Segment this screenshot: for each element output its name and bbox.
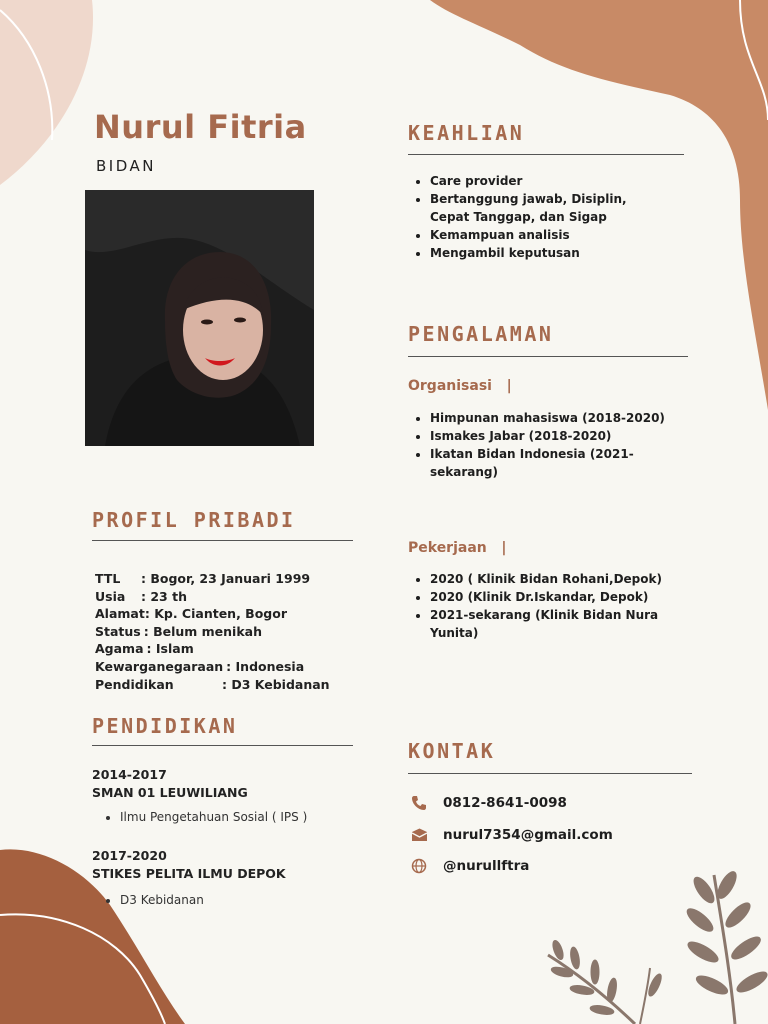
- education-entry: [92, 847, 286, 883]
- organization-list: [416, 409, 680, 481]
- section-title-profil: PROFIL PRIBADI: [92, 508, 296, 532]
- list-item: • 2021-sekarang (Klinik Bidan Nura Yunita): [430, 606, 680, 642]
- education-school: STIKES PELITA ILMU DEPOK: [92, 866, 286, 881]
- education-detail: [106, 891, 204, 909]
- divider: [92, 745, 353, 746]
- list-item: • Ikatan Bidan Indonesia (2021-sekarang): [430, 445, 680, 481]
- list-item: • Ilmu Pengetahuan Sosial ( IPS ): [120, 808, 307, 826]
- education-school: SMAN 01 LEUWILIANG: [92, 785, 248, 800]
- divider: [408, 356, 688, 357]
- subheading-pekerjaan: Pekerjaan |: [408, 540, 507, 556]
- globe-icon: [410, 857, 428, 875]
- candidate-role: BIDAN: [96, 157, 156, 175]
- list-item: • Bertanggung jawab, Disiplin, Cepat Tanggap, dan Sigap: [430, 190, 660, 226]
- mail-icon: [410, 826, 428, 844]
- profile-row: TTL : Bogor, 23 Januari 1999: [95, 571, 311, 586]
- contact-social: [410, 857, 529, 875]
- list-item: • D3 Kebidanan: [120, 891, 204, 909]
- leaf-branch-icon: [548, 869, 768, 1024]
- education-years: 2017-2020: [92, 848, 167, 863]
- list-item: • 2020 ( Klinik Bidan Rohani,Depok): [430, 570, 680, 588]
- candidate-name: Nurul Fitria: [94, 108, 307, 146]
- skills-list: [416, 172, 660, 262]
- profile-row: Kewarganegaraan : Indonesia: [95, 658, 305, 674]
- list-item: • Mengambil keputusan: [430, 244, 660, 262]
- section-title-pendidikan: PENDIDIKAN: [92, 714, 238, 738]
- phone-icon: [410, 794, 428, 812]
- divider: [408, 154, 684, 155]
- work-list: [416, 570, 680, 642]
- profile-row: Usia : 23 th: [95, 588, 187, 604]
- contact-email: [410, 826, 613, 844]
- contact-text: @nurullftra: [443, 858, 530, 874]
- profile-row: Status : Belum menikah: [95, 623, 262, 639]
- education-years: 2014-2017: [92, 767, 167, 782]
- list-item: • Ismakes Jabar (2018-2020): [430, 427, 680, 445]
- section-title-keahlian: KEAHLIAN: [408, 121, 525, 145]
- education-entry: [92, 766, 248, 802]
- divider: [92, 540, 353, 541]
- divider: [408, 773, 692, 774]
- section-title-kontak: KONTAK: [408, 739, 496, 763]
- profile-row: Pendidikan : D3 Kebidanan: [95, 676, 330, 692]
- profile-row: Alamat : Kp. Cianten, Bogor: [95, 606, 287, 622]
- list-item: • 2020 (Klinik Dr.Iskandar, Depok): [430, 588, 680, 606]
- profile-row: Agama : Islam: [95, 641, 194, 657]
- list-item: • Care provider: [430, 172, 660, 190]
- section-title-pengalaman: PENGALAMAN: [408, 322, 554, 346]
- contact-phone: [410, 794, 567, 812]
- education-detail: [106, 808, 307, 826]
- pink-blob: [0, 0, 93, 185]
- list-item: • Himpunan mahasiswa (2018-2020): [430, 409, 680, 427]
- portrait-illustration: [85, 190, 314, 446]
- list-item: • Kemampuan analisis: [430, 226, 660, 244]
- subheading-organisasi: Organisasi |: [408, 378, 512, 394]
- contact-text: nurul7354@gmail.com: [443, 827, 613, 843]
- profile-photo: [85, 190, 314, 446]
- personal-profile: [95, 570, 330, 693]
- contact-text: 0812-8641-0098: [443, 795, 567, 811]
